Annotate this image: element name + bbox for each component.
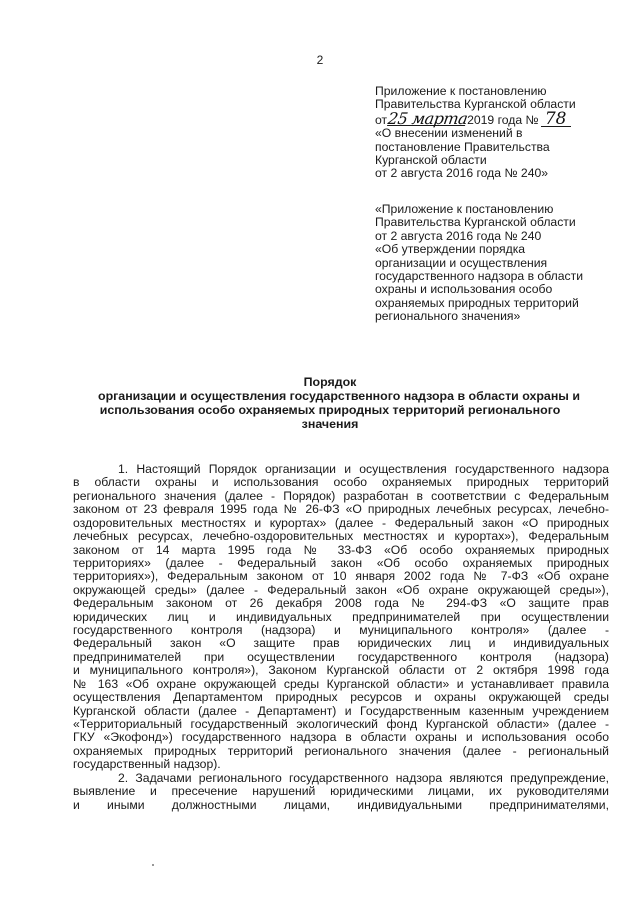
paragraph-1-line: территориях»), Федеральным законом от 10 января 2002 года № 7-ФЗ «Об охране xyxy=(73,569,609,584)
paragraph-1-line: государственного контроля (надзора) и муниципального контроля» (далее - xyxy=(73,623,609,638)
original-appendix-header xyxy=(375,203,620,324)
paragraph-1-line: территориях» (далее - Федеральный закон «Об особо охраняемых природных xyxy=(73,555,609,570)
original-appendix-line: организации и осуществления xyxy=(375,255,548,270)
paragraph-1-line: № 163 «Об охране окружающей среды Курганской области» и устанавливает правила xyxy=(73,676,609,691)
paragraph-1-line: окружающей среды» (далее - Федеральный закон «Об охране окружающей среды»), xyxy=(73,582,609,597)
paragraph-1-line: ГКУ «Экофонд») государственного надзора в области охраны и использования особо xyxy=(73,730,609,745)
title-line: Порядок xyxy=(303,375,357,389)
paragraph-1-line: в области охраны и использования особо охраняемых природных территорий xyxy=(73,475,609,490)
handwritten-number: 78 xyxy=(541,113,571,127)
appendix-date-line xyxy=(375,108,620,129)
date-year-label: 2019 года № xyxy=(467,112,539,127)
appendix-header-line: постановление Правительства xyxy=(375,139,550,154)
paragraph-1-line: юридических лиц и индивидуальных предпринимателей при осуществлении xyxy=(73,609,609,624)
paragraph-1-line: законом от 14 марта 1995 года № 33-ФЗ «Об особо охраняемых природных xyxy=(73,542,609,557)
original-appendix-line: Правительства Курганской области xyxy=(375,215,576,230)
appendix-header-line: от 2 августа 2016 года № 240» xyxy=(375,166,549,181)
paragraph-1-line: оздоровительных местностях и курортах» (далее - Федеральный закон «О природных xyxy=(73,515,609,530)
handwritten-date: 25 марта xyxy=(386,108,469,128)
original-appendix-line: охраняемых природных территорий xyxy=(375,295,579,310)
paragraph-1-line: осуществления Департаментом природных ресурсов и охраны окружающей среды xyxy=(73,690,609,705)
paragraph-2-line: 2. Задачами регионального государственного надзора являются предупреждение, xyxy=(118,770,609,785)
original-appendix-line: от 2 августа 2016 года № 240 xyxy=(375,228,542,243)
paragraph-1-line: Федеральным законом от 26 декабря 2008 года № 294-ФЗ «О защите прав xyxy=(73,596,609,611)
date-prefix: от xyxy=(375,112,388,127)
body-text xyxy=(73,463,609,812)
appendix-header-line: Правительства Курганской области xyxy=(375,97,576,112)
paragraph-1-line: законом от 23 февраля 1995 года № 26-ФЗ «О природных лечебных ресурсах, лечебно- xyxy=(73,502,609,517)
original-appendix-line: охраны и использования особо xyxy=(375,282,553,297)
page-number: 2 xyxy=(316,53,324,67)
paragraph-1-line: предпринимателей при осуществлении государственного контроля (надзора) xyxy=(73,649,609,664)
paragraph-1-line: лечебных ресурсах, лечебно-оздоровительных местностях и курортах»), Федеральным xyxy=(73,529,609,544)
paragraph-1-line: «Территориальный государственный экологический фонд Курганской области» (далее - xyxy=(73,717,609,732)
paragraph-1-line: Федеральный закон «О защите прав юридических лиц и индивидуальных xyxy=(73,636,609,651)
paragraph-1-line: государственный надзор). xyxy=(73,757,221,772)
original-appendix-line: «Об утверждении порядка xyxy=(375,242,526,257)
title-line: использования особо охраняемых природных территорий регионального xyxy=(99,403,561,418)
paragraph-1-line: охраняемых природных территорий регионального значения (далее - региональный xyxy=(73,743,609,758)
original-appendix-line: «Приложение к постановлению xyxy=(375,202,554,216)
appendix-header-line: «О внесении изменений в xyxy=(375,126,523,141)
paragraph-1-line: 1. Настоящий Порядок организации и осуществления государственного надзора xyxy=(118,462,609,476)
appendix-header xyxy=(375,85,620,181)
paragraph-1-line: регионального значения (далее - Порядок) разработан в соответствии с Федеральным xyxy=(73,488,609,503)
appendix-header-line: Курганской области xyxy=(375,153,487,168)
original-appendix-line: государственного надзора в области xyxy=(375,269,584,284)
paragraph-2-line: и иными должностными лицами, индивидуальными предпринимателями, xyxy=(73,797,609,812)
scan-speck xyxy=(152,864,154,866)
title-line: значения xyxy=(301,417,359,432)
title-line: организации и осуществления государственного надзора в области охраны и xyxy=(98,389,580,404)
original-appendix-line: регионального значения» xyxy=(375,309,521,324)
paragraph-2-line: выявление и пресечение нарушений юридическими лицами, их руководителями xyxy=(73,784,609,799)
appendix-header-line: Приложение к постановлению xyxy=(375,84,547,98)
paragraph-1-line: Курганской области (далее - Департамент) и Государственным казенным учреждением xyxy=(73,703,609,718)
paragraph-1-line: и муниципального контроля»), Законом Курганской области от 2 октября 1998 года xyxy=(73,663,609,678)
document-title xyxy=(98,375,580,432)
